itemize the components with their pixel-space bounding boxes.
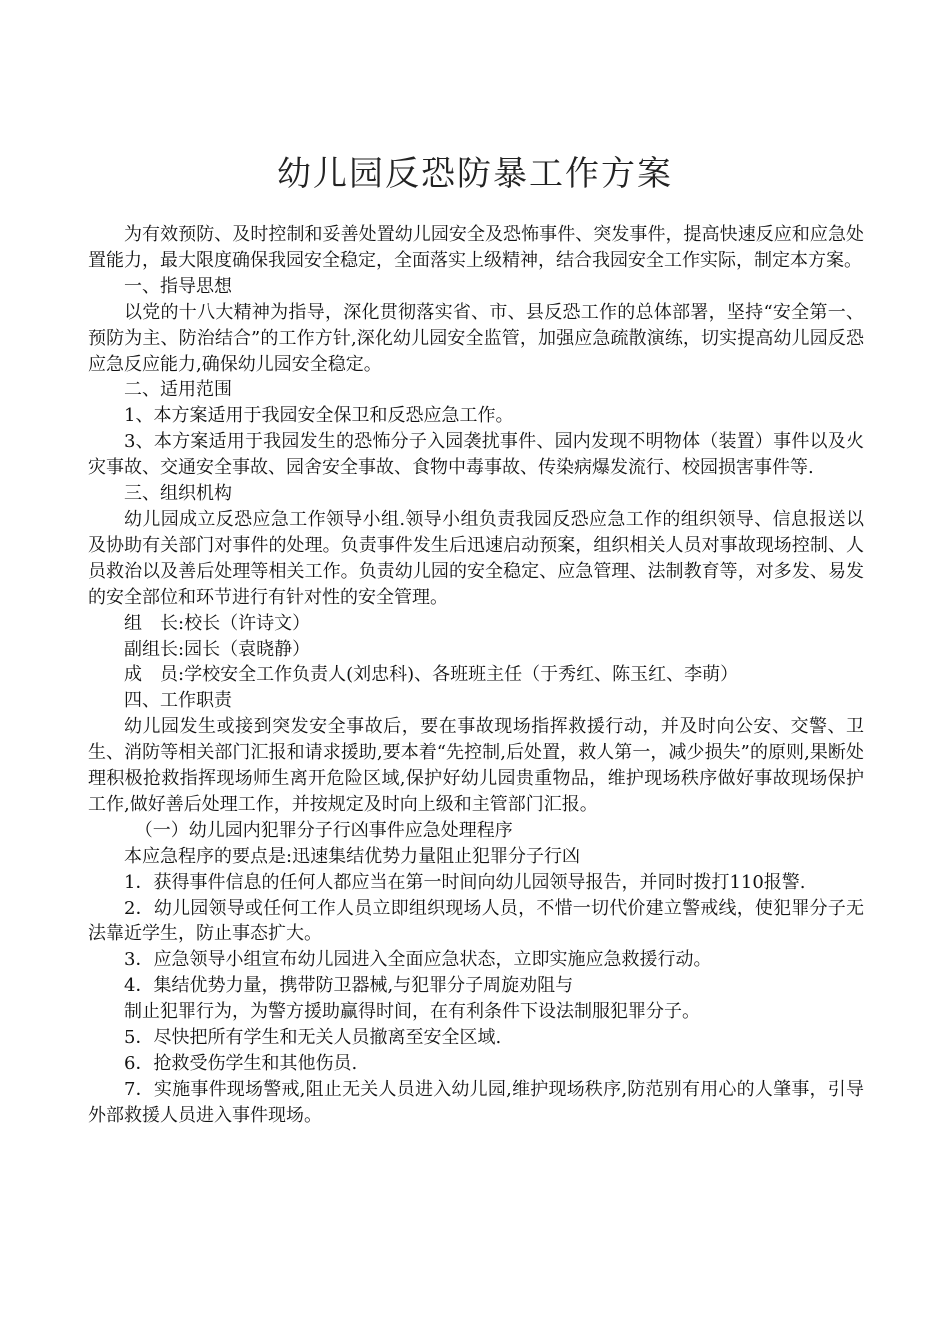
- procedure-step-2: 2．幼儿园领导或任何工作人员立即组织现场人员，不惜一切代价建立警戒线，使犯罪分子无法靠近学生，防止事态扩大。: [88, 897, 864, 945]
- members-line: 成 员:学校安全工作负责人(刘忠科)、各班班主任（于秀红、陈玉红、李萌）: [124, 664, 739, 686]
- procedure-step-6: 6．抢救受伤学生和其他伤员.: [124, 1053, 358, 1074]
- section-heading-duties: 四、工作职责: [124, 690, 232, 712]
- section-heading-scope: 二、适用范围: [124, 379, 232, 401]
- section-heading-organization: 三、组织机构: [124, 483, 232, 505]
- procedure-step-5: 5．尽快把所有学生和无关人员撤离至安全区域.: [124, 1027, 502, 1049]
- document-title: 幼儿园反恐防暴工作方案: [277, 154, 673, 194]
- deputy-leader-line: 副组长:园长（袁晓静）: [124, 638, 311, 660]
- subsection-heading-procedure: （一）幼儿园内犯罪分子行凶事件应急处理程序: [134, 819, 513, 841]
- paragraph-organization: 幼儿园成立反恐应急工作领导小组.领导小组负责我园反恐应急工作的组织领导、信息报送以及协助有关部门对事件的处理。负责事件发生后迅速启动预案，组织相关人员对事故现场控制、人员救治以及善后处理等相关工作。负责幼儿园的安全稳定、应急管理、法制教育等，对多发、易发的安全部位和环节进行有针对性的安全管理。: [88, 508, 864, 608]
- procedure-step-7: 7．实施事件现场警戒,阻止无关人员进入幼儿园,维护现场秩序,防范别有用心的人肇事，引导外部救援人员进入事件现场。: [88, 1078, 864, 1126]
- paragraph-duties: 幼儿园发生或接到突发安全事故后，要在事故现场指挥救援行动，并及时向公安、交警、卫生、消防等相关部门汇报和请求援助,要本着“先控制,后处置，救人第一，减少损失”的原则,果断处理积极抢救指挥现场师生离开危险区域,保护好幼儿园贵重物品，维护现场秩序做好事故现场保护工作,做好善后处理工作，并按规定及时向上级和主管部门汇报。: [88, 716, 864, 815]
- document-body: [88, 222, 864, 1129]
- paragraph-guiding-ideology: 以党的十八大精神为指导，深化贯彻落实省、市、县反恐工作的总体部署，坚持“安全第一、预防为主、防治结合”的工作方针,深化幼儿园安全监管，加强应急疏散演练，切实提高幼儿园反恐应急反应能力,确保幼儿园安全稳定。: [88, 301, 864, 375]
- procedure-step-4-continued: 制止犯罪行为，为警方援助赢得时间，在有利条件下设法制服犯罪分子。: [124, 1001, 700, 1023]
- intro-paragraph: 为有效预防、及时控制和妥善处置幼儿园安全及恐怖事件、突发事件，提高快速反应和应急处置能力，最大限度确保我园安全稳定，全面落实上级精神，结合我园安全工作实际，制定本方案。: [88, 224, 864, 271]
- procedure-step-3: 3．应急领导小组宣布幼儿园进入全面应急状态，立即实施应急救援行动。: [124, 949, 712, 971]
- procedure-key-point: 本应急程序的要点是:迅速集结优势力量阻止犯罪分子行凶: [124, 845, 581, 867]
- leader-line: 组 长:校长（许诗文）: [124, 612, 311, 634]
- scope-item-3: 3、本方案适用于我园发生的恐怖分子入园袭扰事件、园内发现不明物体（装置）事件以及火灾事故、交通安全事故、园舍安全事故、食物中毒事故、传染病爆发流行、校园损害事件等.: [88, 431, 864, 479]
- scope-item-1: 1、本方案适用于我园安全保卫和反恐应急工作。: [124, 405, 514, 427]
- section-heading-guiding-ideology: 一、指导思想: [124, 275, 232, 297]
- procedure-step-4: 4．集结优势力量，携带防卫器械,与犯罪分子周旋劝阻与: [124, 975, 574, 997]
- procedure-step-1: 1．获得事件信息的任何人都应当在第一时间向幼儿园领导报告，并同时拨打110报警.: [124, 871, 806, 893]
